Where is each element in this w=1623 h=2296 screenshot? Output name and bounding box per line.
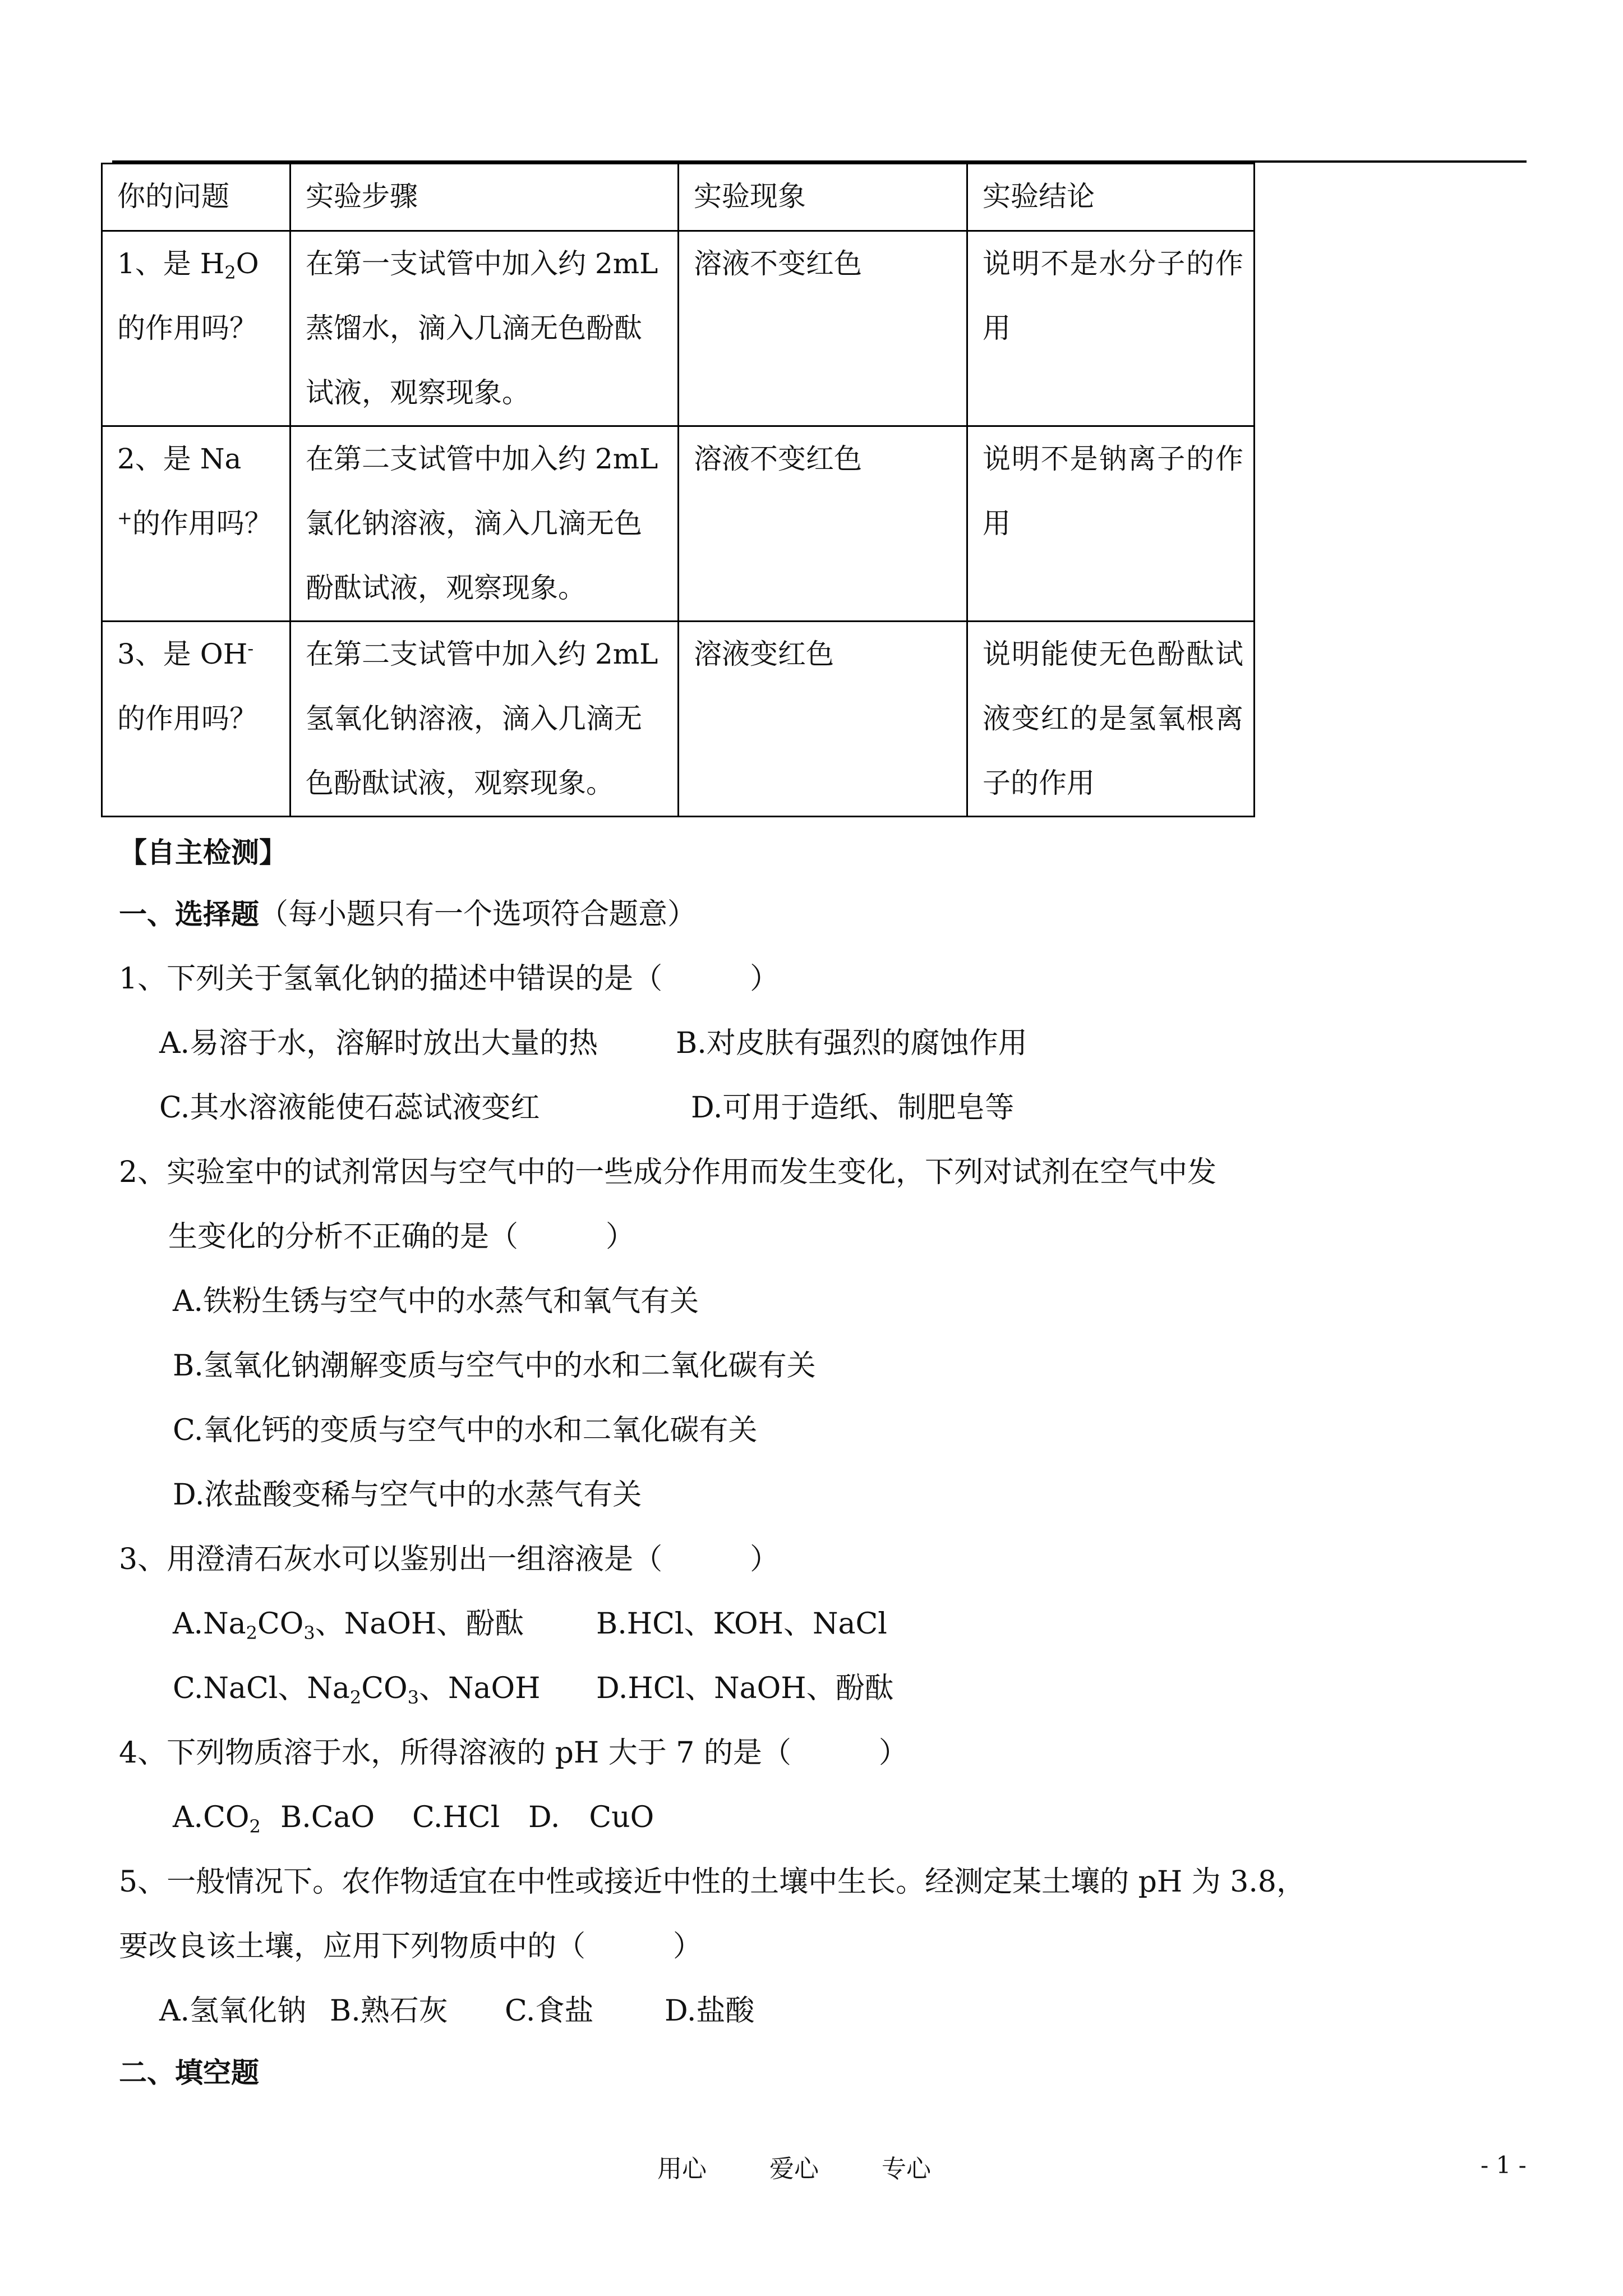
experiment-table [101, 163, 1255, 817]
question-cell: 1、是 $H_2O$ 的作用吗？ [102, 231, 291, 426]
question-1-stem: 1、下列关于氢氧化钠的描述中错误的是（ ） [119, 962, 780, 996]
part1-heading: 一、选择题（每小题只有一个选项符合题意） [119, 898, 697, 931]
q4-option-a: $A.CO_2$ [173, 1801, 261, 1837]
page-number: - 1 - [1481, 2151, 1527, 2179]
q3-option-d: D.HCl、NaOH、酚酞 [596, 1672, 894, 1705]
header-phenomenon: 实验现象 [679, 164, 967, 231]
section-title: 【自主检测】 [119, 836, 287, 869]
q4-option-b: B.CaO [280, 1801, 375, 1834]
q2-option-a: A.铁粉生锈与空气中的水蒸气和氧气有关 [173, 1285, 699, 1318]
part2-heading: 二、填空题 [119, 2056, 259, 2089]
q2-option-d: D.浓盐酸变稀与空气中的水蒸气有关 [173, 1478, 642, 1512]
q1-option-c: C.其水溶液能使石蕊试液变红 [159, 1091, 540, 1125]
phenomenon-cell: 溶液不变红色 [679, 231, 967, 426]
steps-cell: 在第二支试管中加入约 2mL 氯化钠溶液，滴入几滴无色酚酞试液，观察现象。 [291, 426, 679, 622]
question-cell: 2、是 Na+的作用吗？ [102, 426, 291, 622]
question-2-stem: 2、实验室中的试剂常因与空气中的一些成分作用而发生变化，下列对试剂在空气中发 [119, 1156, 1217, 1189]
steps-cell: 在第二支试管中加入约 2mL 氢氧化钠溶液，滴入几滴无色酚酞试液，观察现象。 [291, 622, 679, 817]
conclusion-cell: 说明不是水分子的作用 [967, 231, 1255, 426]
conclusion-cell: 说明不是钠离子的作用 [967, 426, 1255, 622]
table-row [102, 426, 1255, 622]
q2-option-c: C.氧化钙的变质与空气中的水和二氧化碳有关 [173, 1414, 758, 1447]
q4-option-d: D. CuO [528, 1801, 654, 1834]
q1-option-d: D.可用于造纸、制肥皂等 [691, 1091, 1015, 1125]
q2-option-b: B.氢氧化钠潮解变质与空气中的水和二氧化碳有关 [173, 1349, 816, 1383]
header-steps: 实验步骤 [291, 164, 679, 231]
q3-option-c: C.NaCl、$Na_2CO_3$、NaOH [173, 1672, 541, 1708]
question-5-stem-cont: 要改良该土壤，应用下列物质中的（ ） [119, 1930, 703, 1963]
q5-option-d: D.盐酸 [665, 1994, 755, 2028]
q3-option-b: B.HCl、KOH、NaCl [596, 1607, 887, 1641]
q1-option-b: B.对皮肤有强烈的腐蚀作用 [676, 1027, 1027, 1060]
question-5-stem: 5、一般情况下。农作物适宜在中性或接近中性的土壤中生长。经测定某土壤的 pH 为 3.8， [119, 1865, 1306, 1899]
question-3-stem: 3、用澄清石灰水可以鉴别出一组溶液是（ ） [119, 1543, 780, 1576]
question-2-stem-cont: 生变化的分析不正确的是（ ） [168, 1220, 635, 1254]
footer-word-3: 专心 [882, 2155, 931, 2183]
footer-word-1: 用心 [657, 2155, 707, 2183]
table-header-row [102, 164, 1255, 231]
header-question: 你的问题 [102, 164, 291, 231]
footer-word-2: 爱心 [769, 2155, 819, 2183]
conclusion-cell: 说明能使无色酚酞试液变红的是氢氧根离子的作用 [967, 622, 1255, 817]
question-4-stem: 4、下列物质溶于水，所得溶液的 pH 大于 7 的是（ ） [119, 1736, 908, 1770]
q5-option-b: B.熟石灰 [330, 1994, 448, 2028]
q1-option-a: A.易溶于水，溶解时放出大量的热 [159, 1027, 598, 1060]
question-cell: 3、是 OH-的作用吗？ [102, 622, 291, 817]
table-row [102, 622, 1255, 817]
header-conclusion: 实验结论 [967, 164, 1255, 231]
q5-option-a: A.氢氧化钠 [159, 1994, 307, 2028]
phenomenon-cell: 溶液不变红色 [679, 426, 967, 622]
q4-option-c: C.HCl [412, 1801, 500, 1834]
q3-option-a: $A.Na_2CO_3$、NaOH、酚酞 [173, 1607, 524, 1644]
table-row [102, 231, 1255, 426]
phenomenon-cell: 溶液变红色 [679, 622, 967, 817]
q5-option-c: C.食盐 [505, 1994, 594, 2028]
steps-cell: 在第一支试管中加入约 2mL 蒸馏水，滴入几滴无色酚酞试液，观察现象。 [291, 231, 679, 426]
